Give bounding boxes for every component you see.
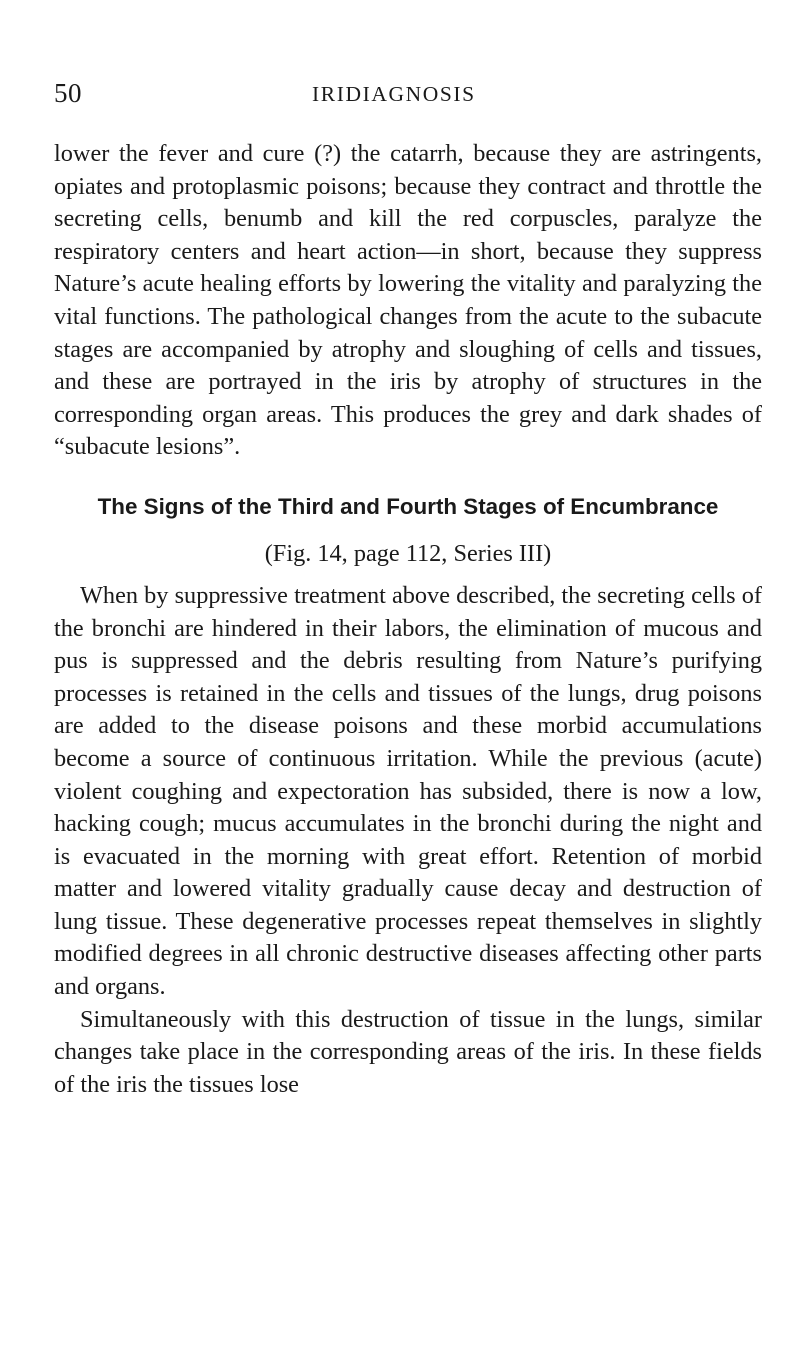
running-header xyxy=(54,78,754,114)
running-title: IRIDIAGNOSIS xyxy=(312,82,476,106)
paragraph-3: Simultaneously with this destruction of tissue in the lungs, similar changes take place in the corresponding areas of the iris. In these fields of the iris the tissues lose xyxy=(54,1005,762,1098)
body-text xyxy=(54,138,762,1101)
page-number: 50 xyxy=(54,78,82,108)
paragraph-1: lower the fever and cure (?) the catarrh, because they are astringents, opiates and protoplasmic poisons; because they contract and throttle the secreting cells, benumb and kill the red corpuscles, paralyze the respiratory centers and heart action—in short, because they suppress Nature’s acute healing efforts by lowering the vitality and paralyzing the vital functions. The pathological changes from the acute to the subacute stages are accompanied by atrophy and sloughing of cells and tissues, and these are portrayed in the iris by atrophy of structures in the corresponding organ areas. This produces the grey and dark shades of “subacute lesions”. xyxy=(54,140,762,461)
section-heading: The Signs of the Third and Fourth Stages of Encumbrance xyxy=(97,493,719,519)
paragraph-2: When by suppressive treatment above described, the secreting cells of the bronchi are hindered in their labors, the elimination of mucous and pus is suppressed and the debris resulting from Nature’s purifying processes is retained in the cells and tissues of the lungs, drug poisons are added to the disease poisons and these morbid accumulations become a source of continuous irritation. While the previous (acute) violent coughing and expectoration has subsided, there is now a low, hacking cough; mucus accumulates in the bronchi during the night and is evacuated in the morning with great effort. Retention of morbid matter and lowered vitality gradually cause decay and destruction of lung tissue. These degenerative processes repeat themselves in slightly modified degrees in all chronic destructive diseases affecting other parts and organs. xyxy=(54,581,762,1001)
section-subheading: (Fig. 14, page 112, Series III) xyxy=(264,539,552,567)
